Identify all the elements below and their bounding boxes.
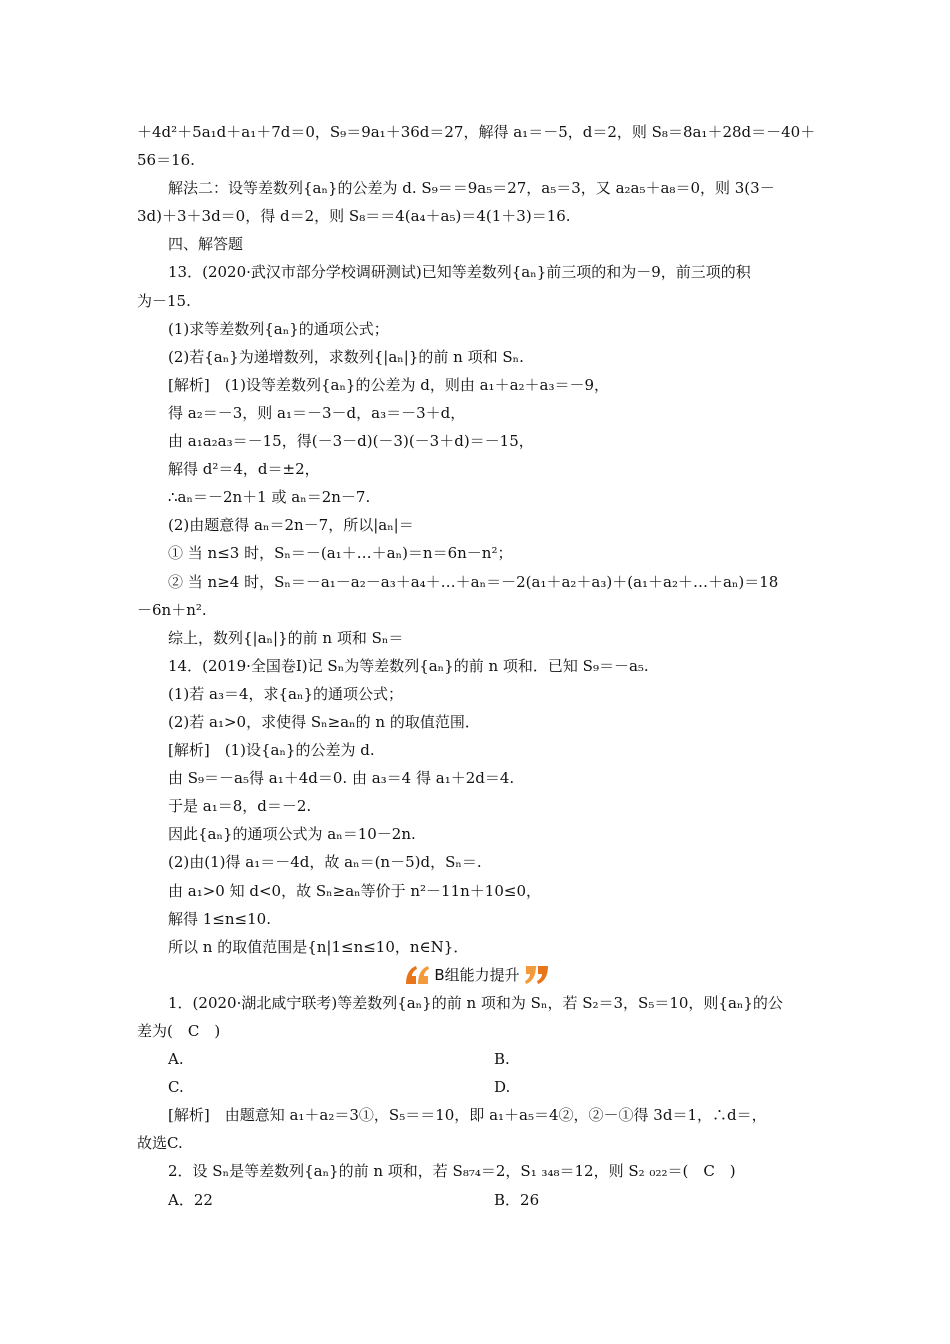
- document-content: [137, 118, 817, 1214]
- text-line: 56＝16.: [137, 151, 195, 170]
- text-line: 综上，数列{|aₙ|}的前 n 项和 Sₙ＝: [168, 628, 404, 647]
- text-line: (2)由(1)得 a₁＝－4d，故 aₙ＝(n－5)d，Sₙ＝.: [168, 853, 482, 872]
- text-line: －6n＋n².: [137, 600, 207, 619]
- question-line: 2．设 Sₙ是等差数列{aₙ}的前 n 项和，若 S₈₇₄＝2，S₁ ₃₄₈＝12，则 S₂ ₀₂₂＝( C ): [168, 1162, 736, 1181]
- text-line: 因此{aₙ}的通项公式为 aₙ＝10－2n.: [168, 825, 416, 844]
- section-banner: [137, 961, 817, 989]
- text-line: 13．(2020·武汉市部分学校调研测试)已知等差数列{aₙ}前三项的和为－9，前三项的积: [168, 263, 751, 282]
- text-line: 故选C.: [137, 1134, 183, 1153]
- option-a: A．22: [168, 1190, 213, 1209]
- option-c: C.: [168, 1078, 184, 1097]
- text-line: ＋4d²＋5a₁d＋a₁＋7d＝0，S₉＝9a₁＋36d＝27，解得 a₁＝－5，d＝2，则 S₈＝8a₁＋28d＝－40＋: [137, 123, 816, 141]
- text-line: 得 a₂＝－3，则 a₁＝－3－d，a₃＝－3＋d，: [168, 403, 466, 422]
- banner-group: [404, 961, 549, 989]
- text-line: 解得 1≤n≤10.: [168, 909, 271, 928]
- text-line: 由 S₉＝－a₅得 a₁＋4d＝0. 由 a₃＝4 得 a₁＋2d＝4.: [168, 769, 515, 788]
- options-row: [137, 1073, 817, 1101]
- options-row: [137, 1186, 817, 1214]
- text-line: [解析] 由题意知 a₁＋a₂＝3①，S₅＝＝10，即 a₁＋a₅＝4②，②－①得 3d＝1，∴d＝，: [168, 1106, 767, 1125]
- text-line: 于是 a₁＝8，d＝－2.: [168, 797, 312, 816]
- option-a: A.: [168, 1050, 184, 1069]
- text-line: 解得 d²＝4，d＝±2，: [168, 460, 320, 479]
- section-heading: 四、解答题: [168, 235, 244, 254]
- text-line: ② 当 n≥4 时，Sₙ＝－a₁－a₂－a₃＋a₄＋…＋aₙ＝－2(a₁＋a₂＋a₃)＋(a₁＋a₂＋…＋aₙ)＝18: [168, 572, 779, 591]
- text-line: (1)若 a₃＝4，求{aₙ}的通项公式；: [168, 684, 404, 703]
- text-line: (2)若 a₁>0，求使得 Sₙ≥aₙ的 n 的取值范围．: [168, 712, 480, 731]
- text-line: 14．(2019·全国卷Ⅰ)记 Sₙ为等差数列{aₙ}的前 n 项和．已知 S₉＝－a₅.: [168, 656, 649, 675]
- text-line: 由 a₁a₂a₃＝－15，得(－3－d)(－3)(－3＋d)＝－15，: [168, 432, 534, 451]
- text-line: (1)求等差数列{aₙ}的通项公式；: [168, 319, 389, 338]
- text-line: [解析] (1)设{aₙ}的公差为 d.: [168, 741, 375, 760]
- banner-label: B组能力提升: [434, 965, 520, 984]
- text-line: (2)由题意得 aₙ＝2n－7，所以|aₙ|＝: [168, 516, 414, 535]
- option-d: D.: [494, 1078, 511, 1097]
- text-line: 所以 n 的取值范围是{n|1≤n≤10，n∈N}．: [168, 937, 469, 956]
- text-line: [解析] (1)设等差数列{aₙ}的公差为 d，则由 a₁＋a₂＋a₃＝－9，: [168, 375, 610, 394]
- text-line: 解法二：设等差数列{aₙ}的公差为 d. S₉＝＝9a₅＝27，a₅＝3，又 a₂a₅＋a₈＝0，则 3(3－: [168, 179, 775, 198]
- question-line: 1．(2020·湖北咸宁联考)等差数列{aₙ}的前 n 项和为 Sₙ，若 S₂＝3，S₅＝10，则{aₙ}的公: [168, 993, 783, 1012]
- text-line: ① 当 n≤3 时，Sₙ＝－(a₁＋…＋aₙ)＝n＝6n－n²；: [168, 544, 513, 563]
- question-line: 差为( C ): [137, 1022, 221, 1040]
- options-row: [137, 1045, 817, 1073]
- text-line: (2)若{aₙ}为递增数列，求数列{|aₙ|}的前 n 项和 Sₙ.: [168, 347, 524, 366]
- close-quote-icon: [524, 964, 550, 986]
- option-b: B.: [494, 1050, 510, 1069]
- text-line: 由 a₁>0 知 d<0，故 Sₙ≥aₙ等价于 n²－11n＋10≤0，: [168, 881, 542, 900]
- option-b: B．26: [494, 1190, 540, 1209]
- text-line: 3d)＋3＋3d＝0，得 d＝2，则 S₈＝＝4(a₄＋a₅)＝4(1＋3)＝16.: [137, 207, 571, 226]
- open-quote-icon: [404, 964, 430, 986]
- text-line: ∴aₙ＝－2n＋1 或 aₙ＝2n－7.: [168, 488, 371, 507]
- text-line: 为－15.: [137, 291, 191, 310]
